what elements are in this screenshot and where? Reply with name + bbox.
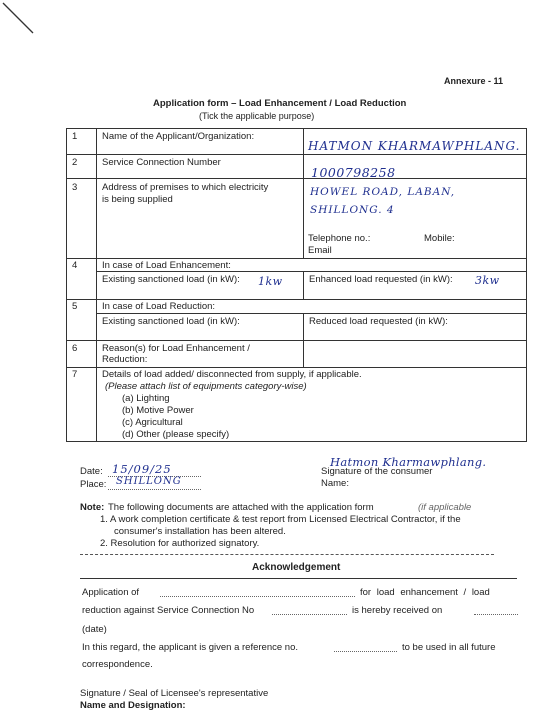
ack-load-enhancement: for load enhancement / load [360, 587, 490, 598]
enhanced-load-value[interactable]: 3kw [475, 274, 500, 287]
email-label: Email [308, 245, 332, 256]
ack-application-blank[interactable] [160, 596, 355, 597]
enhancement-heading: In case of Load Enhancement: [102, 260, 231, 271]
address-label-line2: is being supplied [102, 194, 173, 205]
reason-label-line2: Reduction: [102, 354, 148, 365]
row-number-4: 4 [72, 260, 78, 271]
address-value-line1[interactable]: HOWEL ROAD, LABAN, [310, 186, 456, 198]
reason-label-line1: Reason(s) for Load Enhancement / [102, 343, 250, 354]
row-number-1: 1 [72, 131, 78, 142]
list-item: (d) Other (please specify) [122, 429, 230, 440]
row-number-6: 6 [72, 343, 78, 354]
form-subtitle: (Tick the applicable purpose) [199, 111, 315, 121]
ack-reference-text: In this regard, the applicant is given a reference no. [82, 642, 298, 653]
note-item-2: 2. Resolution for authorized signatory. [100, 538, 260, 549]
ack-reference-blank[interactable] [334, 651, 397, 652]
ack-service-connection: reduction against Service Connection No [82, 605, 255, 616]
service-connection-label: Service Connection Number [102, 157, 221, 168]
row-number-2: 2 [72, 157, 78, 168]
name-designation-label: Name and Designation: [80, 700, 186, 711]
row-number-3: 3 [72, 182, 78, 193]
existing-load-label-4: Existing sanctioned load (in kW): [102, 274, 240, 285]
note-text: The following documents are attached with the application form [108, 502, 374, 513]
corner-mark [0, 0, 40, 40]
date-label: Date: [80, 466, 103, 477]
address-label-line1: Address of premises to which electricity [102, 182, 269, 193]
reduced-load-label: Reduced load requested (in kW): [309, 316, 448, 327]
list-item: (c) Agricultural [122, 417, 183, 428]
list-item: (b) Motive Power [122, 405, 194, 416]
ack-title: Acknowledgement [252, 562, 341, 573]
mobile-label: Mobile: [424, 233, 455, 244]
existing-load-label-5: Existing sanctioned load (in kW): [102, 316, 240, 327]
ack-received-on: is hereby received on [352, 605, 443, 616]
note-if-applicable: (if applicable [418, 502, 472, 513]
ack-rule [80, 578, 517, 579]
name-label: Name: [321, 478, 349, 489]
enhanced-load-label: Enhanced load requested (in kW): [309, 274, 453, 285]
note-item-1: 1. A work completion certificate & test report from Licensed Electrical Contractor, if the [100, 514, 461, 525]
separator-line [80, 554, 494, 555]
ack-future-use: to be used in all future [402, 642, 496, 653]
service-connection-value[interactable]: 1000798258 [311, 165, 396, 180]
date-value[interactable]: 15/09/25 [112, 462, 172, 476]
telephone-label: Telephone no.: [308, 233, 371, 244]
ack-service-number-blank[interactable] [272, 614, 347, 615]
reduction-heading: In case of Load Reduction: [102, 301, 216, 312]
row-number-7: 7 [72, 369, 78, 380]
note-item-1-cont: consumer's installation has been altered. [114, 526, 286, 537]
licensee-signature-label: Signature / Seal of Licensee's representative [80, 688, 269, 699]
ack-application-of: Application of [82, 587, 140, 598]
ack-correspondence: correspondence. [82, 659, 153, 670]
place-label: Place: [80, 479, 107, 490]
load-details-note: (Please attach list of equipments category-wise) [105, 381, 307, 392]
signature-label: Signature of the consumer [321, 466, 433, 477]
place-value[interactable]: SHILLONG [116, 476, 182, 487]
list-item: (a) Lighting [122, 393, 170, 404]
note-label: Note: [80, 502, 105, 513]
applicant-name-value[interactable]: HATMON KHARMAWPHLANG. [308, 139, 521, 153]
row-number-5: 5 [72, 301, 78, 312]
annexure-label: Annexure - 11 [444, 76, 504, 86]
load-details-label: Details of load added/ disconnected from supply, if applicable. [102, 369, 362, 380]
ack-date-label: (date) [82, 624, 107, 635]
existing-load-value-4[interactable]: 1kw [258, 275, 283, 288]
applicant-name-label: Name of the Applicant/Organization: [102, 131, 255, 142]
signature-value[interactable]: Hatmon Kharmawphlang. [330, 455, 487, 469]
ack-date-blank[interactable] [474, 614, 518, 615]
address-value-line2[interactable]: SHILLONG. 4 [310, 204, 395, 216]
form-title: Application form – Load Enhancement / Load Reduction [153, 98, 407, 109]
